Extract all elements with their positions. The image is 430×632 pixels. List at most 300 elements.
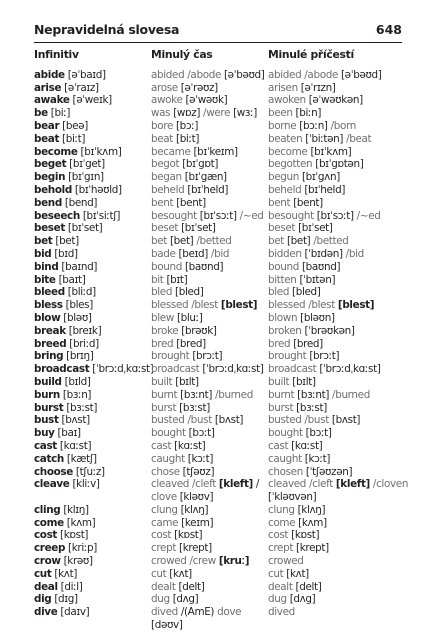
verb-form-row [151, 517, 264, 530]
pronunciation: [ˈkləʊvən] [268, 491, 317, 504]
verb-form-row [151, 299, 264, 312]
verb-form-row [268, 491, 400, 504]
verb-form: busted /bust [268, 414, 332, 427]
pronunciation: [bled] [175, 286, 204, 299]
verb-form-row [268, 517, 400, 530]
pronunciation: [bɔːt] [305, 427, 332, 440]
pronunciation: [bluː] [176, 311, 203, 324]
verb-form-row [34, 427, 146, 440]
pronunciation: [baʊnd] [301, 260, 341, 273]
pronunciation: [keɪm] [181, 516, 214, 529]
verb-form-row [268, 542, 400, 555]
pronunciation: [əˈbəʊd] [223, 68, 265, 81]
headword: bet [34, 235, 53, 248]
pronunciation: [bent] [293, 196, 323, 209]
verb-form: cleaved /cleft [151, 478, 219, 491]
headword: blow [34, 311, 61, 324]
pronunciation: [baɪt] [55, 273, 86, 286]
verb-form: /cloven [369, 478, 409, 491]
headword: be [34, 107, 48, 120]
verb-form: caught [268, 452, 305, 465]
headword: come [34, 516, 64, 529]
pronunciation: [bɪˈkʌm] [310, 145, 352, 158]
verb-form: bit [151, 273, 167, 286]
verb-form-row [151, 107, 264, 120]
pronunciation: [bles] [62, 299, 93, 312]
verb-form: bet [151, 235, 170, 248]
column-header-participle: Minulé příčestí [268, 48, 354, 61]
verb-form-row [151, 94, 264, 107]
pronunciation: [bɪˈkeɪm] [193, 145, 238, 158]
verb-form: cost [268, 529, 292, 542]
headword: breed [34, 337, 67, 350]
pronunciation: [briːd] [66, 337, 99, 350]
verb-form-row [151, 453, 264, 466]
pronunciation: [brəʊk] [181, 324, 217, 337]
verb-form: /bid [342, 247, 364, 260]
pronunciation: [delt] [295, 580, 322, 593]
verb-form-row [34, 184, 146, 197]
verb-form-row [268, 184, 400, 197]
verb-form-row [34, 312, 146, 325]
headword: bid [34, 247, 52, 260]
verb-form-row [151, 350, 264, 363]
verb-form: dove [214, 606, 242, 619]
verb-form-row [34, 197, 146, 210]
verb-form: arose [151, 81, 181, 94]
headword: break [34, 324, 66, 337]
pronunciation: [bʌst] [214, 414, 244, 427]
verb-form: dived [151, 606, 181, 619]
verb-form-row [268, 402, 400, 415]
page-header [34, 22, 402, 43]
pronunciation: [kruː] [218, 555, 250, 568]
page-title: Nepravidelná slovesa [34, 22, 180, 37]
verb-form: blessed /blest [151, 299, 221, 312]
verb-form-row [268, 453, 400, 466]
verb-form-row [34, 325, 146, 338]
pronunciation: [kriːp] [65, 542, 97, 555]
pronunciation: [kʌt] [169, 567, 192, 580]
pronunciation: [dəʊv] [151, 619, 183, 632]
pronunciation: [kʌm] [298, 516, 327, 529]
verb-form: busted /bust [151, 414, 215, 427]
pronunciation: [biːn] [295, 107, 322, 120]
verb-form-row [34, 158, 146, 171]
pronunciation: [əˈbəʊd] [340, 68, 382, 81]
headword: beat [34, 132, 60, 145]
pronunciation: [bɪlt] [292, 375, 316, 388]
verb-form: bled [268, 286, 293, 299]
verb-form-row [151, 529, 264, 542]
pronunciation: [krept] [296, 542, 329, 555]
verb-form-row [151, 286, 264, 299]
verb-form-row [268, 606, 400, 619]
pronunciation: [tʃuːz] [72, 465, 105, 478]
verb-form-row [268, 120, 400, 133]
verb-form: crept [268, 542, 297, 555]
verb-form: clove [151, 491, 180, 504]
verb-form: bent [268, 196, 294, 209]
headword: burn [34, 388, 60, 401]
pronunciation: [bɜːn] [59, 388, 92, 401]
headword: bless [34, 299, 63, 312]
verb-form: cleaved /cleft [268, 478, 336, 491]
verb-form-row [34, 94, 146, 107]
pronunciation: [bɪˈgɪn] [65, 171, 104, 184]
verb-form-row [151, 363, 264, 376]
verb-form-row [151, 69, 264, 82]
verb-form: became [151, 145, 194, 158]
verb-form: cost [151, 529, 175, 542]
headword: begin [34, 171, 66, 184]
headword: beset [34, 222, 65, 235]
pronunciation: / [252, 478, 260, 491]
pronunciation: [brɔːt] [309, 350, 340, 363]
verb-form: /bid [207, 247, 230, 260]
verb-form: chosen [268, 465, 306, 478]
pronunciation: [beə] [59, 119, 88, 132]
verb-form-row [151, 555, 264, 568]
pronunciation: [kʌt] [51, 567, 78, 580]
pronunciation: [əˈbaɪd] [64, 68, 106, 81]
verb-form-row [268, 286, 400, 299]
verb-form: become [268, 145, 311, 158]
pronunciation: [kɑːst] [174, 439, 206, 452]
verb-form-row [268, 222, 400, 235]
verb-form-row [151, 427, 264, 440]
verb-form: blessed /blest [268, 299, 338, 312]
pronunciation: [kliːv] [69, 478, 100, 491]
verb-form: dived [268, 606, 295, 619]
pronunciation: [brɪŋ] [63, 350, 94, 363]
verb-form-row [151, 466, 264, 479]
verb-form: besought [151, 209, 200, 222]
verb-form: bore [151, 119, 176, 132]
verb-form: /~ed [353, 209, 381, 222]
verb-form-row [268, 350, 400, 363]
verb-form-row [34, 222, 146, 235]
verb-form: besought [268, 209, 317, 222]
verb-form-row [268, 82, 400, 95]
verb-form-row [151, 197, 264, 210]
verb-form-row [151, 248, 264, 261]
pronunciation: [kɒst] [291, 529, 320, 542]
pronunciation: [baɪnd] [58, 260, 98, 273]
pronunciation: [kætʃ] [63, 452, 97, 465]
pronunciation: [ˈbɪtən] [299, 273, 336, 286]
verb-form: come [268, 516, 299, 529]
verb-form-row [268, 440, 400, 453]
pronunciation: [kɔːt] [304, 452, 331, 465]
infinitive-column [34, 48, 154, 619]
verb-form: clung [151, 503, 181, 516]
pronunciation: [dʌg] [289, 593, 316, 606]
verb-form-row [268, 210, 400, 223]
verb-form: cast [268, 439, 292, 452]
headword: cling [34, 503, 61, 516]
pronunciation: [bɪt] [166, 273, 188, 286]
verb-form: awoken [268, 94, 309, 107]
verb-form-row [151, 210, 264, 223]
verb-form-row [268, 389, 400, 402]
verb-form-row [34, 286, 146, 299]
verb-form-row [34, 69, 146, 82]
pronunciation: [baɪ] [54, 427, 81, 440]
pronunciation: [bɪˈheld] [304, 183, 346, 196]
verb-form-row [34, 107, 146, 120]
verb-form-row [151, 568, 264, 581]
verb-form-row [151, 184, 264, 197]
pronunciation: [klʌŋ] [297, 503, 326, 516]
pronunciation: [bɪd] [51, 247, 78, 260]
verb-form-row [151, 120, 264, 133]
verb-form-row [151, 133, 264, 146]
verb-form-row [34, 120, 146, 133]
verb-form-row [34, 542, 146, 555]
pronunciation: [bred] [293, 337, 323, 350]
headword: abide [34, 68, 65, 81]
headword: bring [34, 350, 64, 363]
verb-form: was [151, 107, 174, 120]
verb-form-row [268, 363, 400, 376]
verb-form: awoke [151, 94, 186, 107]
verb-form: /were [200, 107, 234, 120]
pronunciation: [biː] [47, 107, 71, 120]
headword: become [34, 145, 78, 158]
headword: beget [34, 158, 67, 171]
pronunciation: [kleft] [335, 478, 370, 491]
verb-form-row [34, 338, 146, 351]
pronunciation: [dɪg] [51, 593, 78, 606]
pronunciation: [ˈbiːtən] [305, 132, 344, 145]
verb-form: /betted [193, 235, 232, 248]
headword: cost [34, 529, 58, 542]
pronunciation: [bɪˈgʌn] [301, 171, 340, 184]
pronunciation: [bɔːt] [188, 427, 215, 440]
column-header-infinitive: Infinitiv [34, 48, 79, 61]
verb-form: bled [151, 286, 176, 299]
pronunciation: [bɪˈsiːtʃ] [79, 209, 121, 222]
pronunciation: [bɔː] [175, 119, 199, 132]
pronunciation: [bɪˈheld] [187, 183, 229, 196]
verb-form: beaten [268, 132, 306, 145]
pronunciation: [bɪˈgɒtən] [315, 158, 364, 171]
headword: bind [34, 260, 59, 273]
verb-form: bought [268, 427, 306, 440]
verb-form-row [34, 466, 146, 479]
verb-form: broadcast [268, 363, 320, 376]
pronunciation: [bɪˈset] [298, 222, 333, 235]
verb-form-row [34, 210, 146, 223]
pronunciation: [əˈraɪz] [61, 81, 99, 94]
verb-form: beset [151, 222, 182, 235]
verb-form: beheld [268, 183, 305, 196]
verb-form-row [151, 440, 264, 453]
verb-form-row [268, 158, 400, 171]
pronunciation: [bɜːst] [179, 401, 210, 414]
headword: broadcast [34, 363, 90, 376]
headword: creep [34, 542, 66, 555]
pronunciation: /(AmE) [180, 606, 215, 619]
pronunciation: [bɪlt] [175, 375, 199, 388]
verb-form-row [34, 376, 146, 389]
headword: bend [34, 196, 62, 209]
verb-form-row [34, 350, 146, 363]
headword: dig [34, 593, 52, 606]
verb-form-row [268, 146, 400, 159]
verb-form-row [268, 69, 400, 82]
pronunciation: [bend] [61, 196, 98, 209]
verb-form-row [151, 389, 264, 402]
verb-form: bet [268, 235, 287, 248]
past-tense-column [151, 49, 264, 632]
verb-form-row [151, 222, 264, 235]
verb-form-row [151, 82, 264, 95]
pronunciation: [bɪˈgæn] [184, 171, 227, 184]
verb-form: burnt [268, 388, 298, 401]
headword: deal [34, 580, 58, 593]
verb-form-row [151, 146, 264, 159]
verb-form-row [34, 414, 146, 427]
verb-form: /burned [212, 388, 253, 401]
verb-form-row [268, 529, 400, 542]
headword: awake [34, 94, 70, 107]
verb-form-row [268, 133, 400, 146]
verb-form-row [34, 478, 146, 491]
verb-form: bound [268, 260, 302, 273]
verb-form: bred [151, 337, 177, 350]
verb-form-row [268, 478, 409, 491]
verb-form: /betted [310, 235, 349, 248]
pronunciation: [bɪˈhəʊld] [71, 183, 122, 196]
verb-form-row [151, 261, 264, 274]
verb-form-row [34, 146, 146, 159]
verb-form-row [151, 312, 264, 325]
verb-form-row [34, 568, 146, 581]
verb-form-row [34, 82, 146, 95]
verb-form: blown [268, 311, 301, 324]
pronunciation: [bɪˈsɔːt] [316, 209, 354, 222]
verb-form-row [34, 555, 146, 568]
verb-form-row [151, 338, 264, 351]
verb-form: begotten [268, 158, 316, 171]
verb-form-row [268, 504, 400, 517]
verb-form-row [34, 171, 146, 184]
pronunciation: [bləʊn] [300, 311, 335, 324]
headword: arise [34, 81, 62, 94]
verb-form: bound [151, 260, 185, 273]
verb-form-row [268, 274, 400, 287]
headword: bleed [34, 286, 65, 299]
pronunciation: [kɔːt] [187, 452, 214, 465]
pronunciation: [ˈbrɔːdˌkɑːst] [319, 363, 381, 376]
pronunciation: [blest] [220, 299, 258, 312]
verb-form: broke [151, 324, 182, 337]
pronunciation: [ˈbrɔːdˌkɑːst] [202, 363, 264, 376]
verb-form: bidden [268, 247, 305, 260]
verb-form: blew [151, 311, 177, 324]
verb-form: broadcast [151, 363, 203, 376]
headword: bust [34, 414, 59, 427]
verb-form-row [151, 325, 264, 338]
verb-form-row [34, 363, 154, 376]
pronunciation: [bʌst] [58, 414, 90, 427]
verb-form-row [34, 606, 146, 619]
verb-form-row [268, 376, 400, 389]
headword: cleave [34, 478, 70, 491]
pronunciation: [biːt] [59, 132, 86, 145]
verb-form-row [151, 581, 264, 594]
verb-form: bade [151, 247, 179, 260]
headword: behold [34, 183, 72, 196]
verb-form: begun [268, 171, 302, 184]
verb-form-row [34, 235, 146, 248]
verb-form: borne [268, 119, 300, 132]
verb-form: crept [151, 542, 180, 555]
pronunciation: [bɪˈkʌm] [77, 145, 122, 158]
pronunciation: [beɪd] [178, 247, 208, 260]
pronunciation: [krept] [179, 542, 212, 555]
verb-form: crowed [268, 555, 304, 568]
headword: crow [34, 555, 61, 568]
verb-form: crowed /crew [151, 555, 219, 568]
verb-form: burst [151, 401, 180, 414]
verb-form: bent [151, 196, 177, 209]
verb-form-row [34, 581, 146, 594]
verb-form: cut [151, 567, 170, 580]
verb-form-row [151, 619, 264, 632]
headword: cut [34, 567, 52, 580]
pronunciation: [bet] [52, 235, 79, 248]
verb-form: brought [151, 350, 193, 363]
verb-form: built [268, 375, 293, 388]
verb-form-row [34, 299, 146, 312]
verb-form: began [151, 171, 185, 184]
pronunciation: [diːl] [57, 580, 83, 593]
verb-form-row [268, 261, 400, 274]
pronunciation: [bɔːn] [299, 119, 328, 132]
verb-form-row [268, 107, 400, 120]
pronunciation: [bləʊ] [60, 311, 92, 324]
verb-form-row [268, 427, 400, 440]
verb-form: chose [151, 465, 183, 478]
pronunciation: [kʌm] [63, 516, 96, 529]
verb-form-row [268, 312, 400, 325]
verb-form-row [268, 555, 400, 568]
pronunciation: [dʌg] [172, 593, 199, 606]
verb-form-row [268, 171, 400, 184]
verb-form-row [34, 261, 146, 274]
verb-form-row [151, 171, 264, 184]
verb-form-row [268, 325, 400, 338]
verb-form: cut [268, 567, 287, 580]
pronunciation: [ˈbrəʊkən] [304, 324, 355, 337]
pronunciation: [əˈweɪk] [69, 94, 112, 107]
verb-form: /burned [329, 388, 370, 401]
verb-form: begot [151, 158, 183, 171]
verb-form: abided /abode [151, 68, 224, 81]
pronunciation: [bɪˈset] [181, 222, 216, 235]
verb-form-row [268, 235, 400, 248]
pronunciation: [klʌŋ] [180, 503, 209, 516]
verb-form-row [151, 274, 264, 287]
pronunciation: [bled] [292, 286, 321, 299]
pronunciation: [krəʊ] [60, 555, 93, 568]
pronunciation: [bɪˈsɔːt] [199, 209, 237, 222]
verb-form: broken [268, 324, 305, 337]
pronunciation: [blest] [337, 299, 375, 312]
